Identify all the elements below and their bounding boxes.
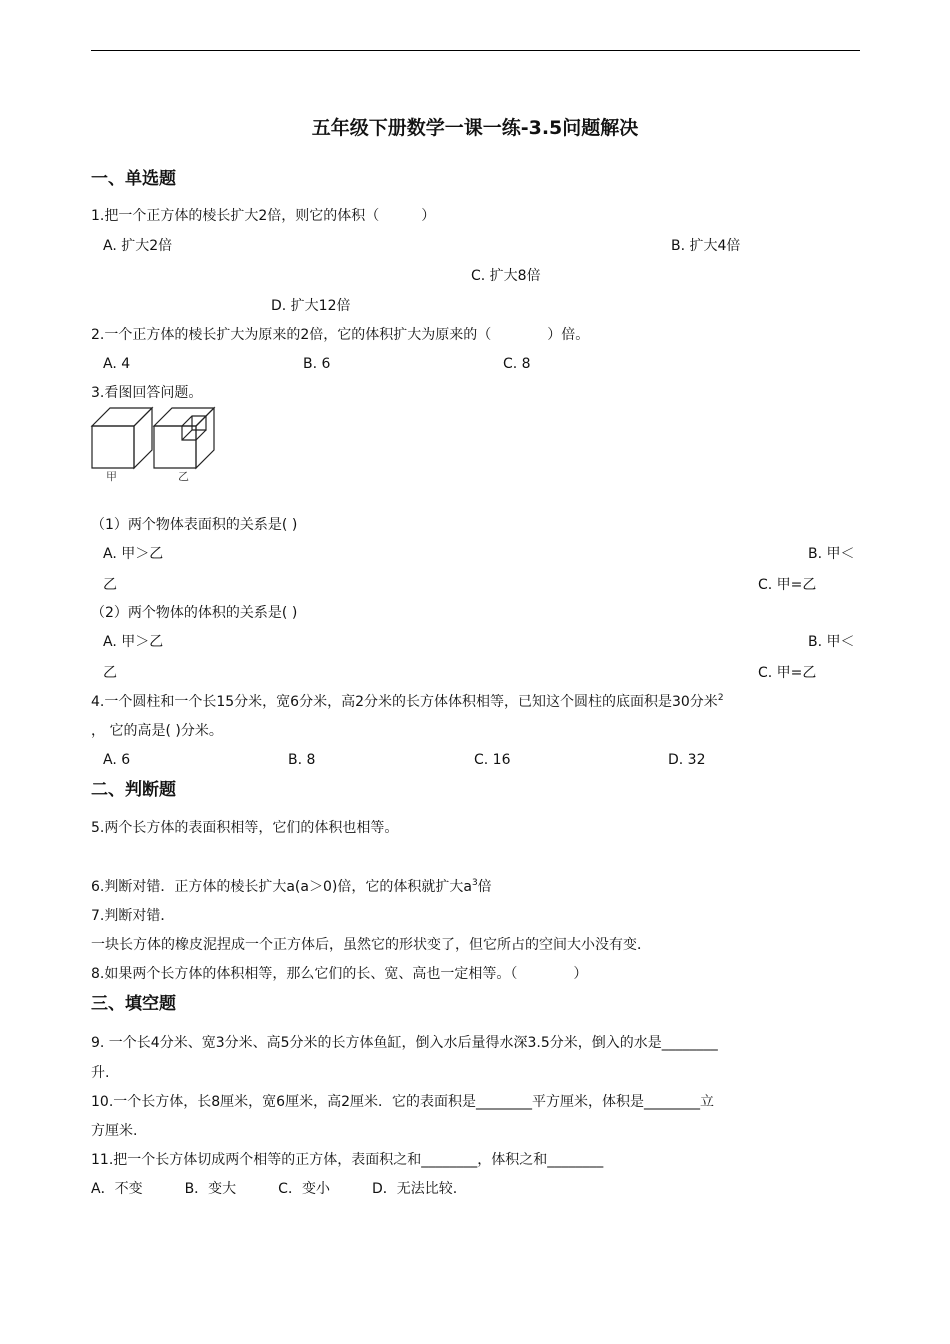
figure-label-yi: 乙: [178, 470, 189, 483]
question-3-sub-2-option-b-cont: 乙: [103, 665, 117, 681]
question-2-stem: 2.一个正方体的棱长扩大为原来的2倍，它的体积扩大为原来的（ ）倍。: [91, 327, 590, 343]
cube-a-side: [134, 408, 152, 468]
notch-inner: [182, 416, 192, 440]
question-11-line-1: 11.把一个长方体切成两个相等的正方体，表面积之和________，体积之和________: [91, 1152, 604, 1168]
question-1-option-a: A. 扩大2倍: [103, 238, 173, 254]
question-6: [91, 878, 492, 896]
question-4-option-c: C. 16: [474, 752, 511, 768]
section-heading-single-choice: 一、单选题: [91, 169, 176, 189]
question-3-sub-1-option-b: B. 甲＜: [808, 546, 855, 562]
notch-top: [182, 416, 206, 426]
figure-label-jia: 甲: [106, 470, 117, 483]
square-superscript: 2: [717, 693, 724, 703]
question-3-sub-2-option-b: B. 甲＜: [808, 634, 855, 650]
question-4-option-d: D. 32: [668, 752, 706, 768]
question-2-option-a: A. 4: [103, 356, 131, 372]
question-3-sub-1-option-a: A. 甲＞乙: [103, 546, 164, 562]
question-2-option-b: B. 6: [303, 356, 331, 372]
notch-edge: [196, 430, 206, 440]
question-3-stem: 3.看图回答问题。: [91, 385, 203, 401]
question-1-option-b: B. 扩大4倍: [671, 238, 741, 254]
question-3-sub-1: （1）两个物体表面积的关系是( ): [91, 517, 298, 533]
question-10-line-1: 10.一个长方体，长8厘米，宽6厘米，高2厘米．它的表面积是________平方厘米，体积是________立: [91, 1094, 714, 1110]
cube-superscript: 3: [471, 878, 478, 888]
question-9-line-1: 9. 一个长4分米、宽3分米、高5分米的长方体鱼缸，倒入水后量得水深3.5分米，倒入的水是________: [91, 1035, 718, 1051]
question-5: 5.两个长方体的表面积相等，它们的体积也相等。: [91, 820, 399, 836]
question-6-text-end: 倍: [477, 879, 492, 895]
question-8: 8.如果两个长方体的体积相等，那么它们的长、宽、高也一定相等。（ ）: [91, 966, 588, 982]
question-1-option-d: D. 扩大12倍: [271, 298, 351, 314]
question-2-option-c: C. 8: [503, 356, 531, 372]
header-rule: [91, 50, 860, 51]
question-4-stem-text: 4.一个圆柱和一个长15分米，宽6分米，高2分米的长方体体积相等，已知这个圆柱的底面积是30分米: [91, 694, 718, 710]
question-4-stem-line-2: ， 它的高是( )分米。: [91, 723, 223, 739]
question-3-sub-2-option-c: C. 甲=乙: [758, 665, 817, 681]
question-3-sub-2-option-a: A. 甲＞乙: [103, 634, 164, 650]
question-4-stem-line-1: [91, 693, 724, 711]
question-7-line-2: 一块长方体的橡皮泥捏成一个正方体后，虽然它的形状变了，但它所占的空间大小没有变．: [91, 937, 651, 953]
question-11-options: A．不变 B．变大 C．变小 D．无法比较.: [91, 1181, 458, 1197]
question-6-text: 6.判断对错．正方体的棱长扩大a(a＞0)倍，它的体积就扩大a: [91, 879, 472, 895]
question-9-line-2: 升.: [91, 1065, 110, 1081]
question-7-line-1: 7.判断对错．: [91, 908, 175, 924]
page-title: 五年级下册数学一课一练-3.5问题解决: [311, 117, 639, 139]
question-4-option-b: B. 8: [288, 752, 316, 768]
question-10-line-2: 方厘米.: [91, 1123, 138, 1139]
question-3-sub-2: （2）两个物体的体积的关系是( ): [91, 605, 298, 621]
question-1-option-c: C. 扩大8倍: [471, 268, 541, 284]
question-4-option-a: A. 6: [103, 752, 131, 768]
question-1-stem: 1.把一个正方体的棱长扩大2倍，则它的体积（ ）: [91, 208, 436, 224]
question-3-sub-1-option-b-cont: 乙: [103, 577, 117, 593]
section-heading-true-false: 二、判断题: [91, 780, 176, 800]
cube-a-front: [92, 426, 134, 468]
question-3-sub-1-option-c: C. 甲=乙: [758, 577, 817, 593]
section-heading-fill-blank: 三、填空题: [91, 994, 176, 1014]
cubes-figure: [90, 406, 218, 488]
